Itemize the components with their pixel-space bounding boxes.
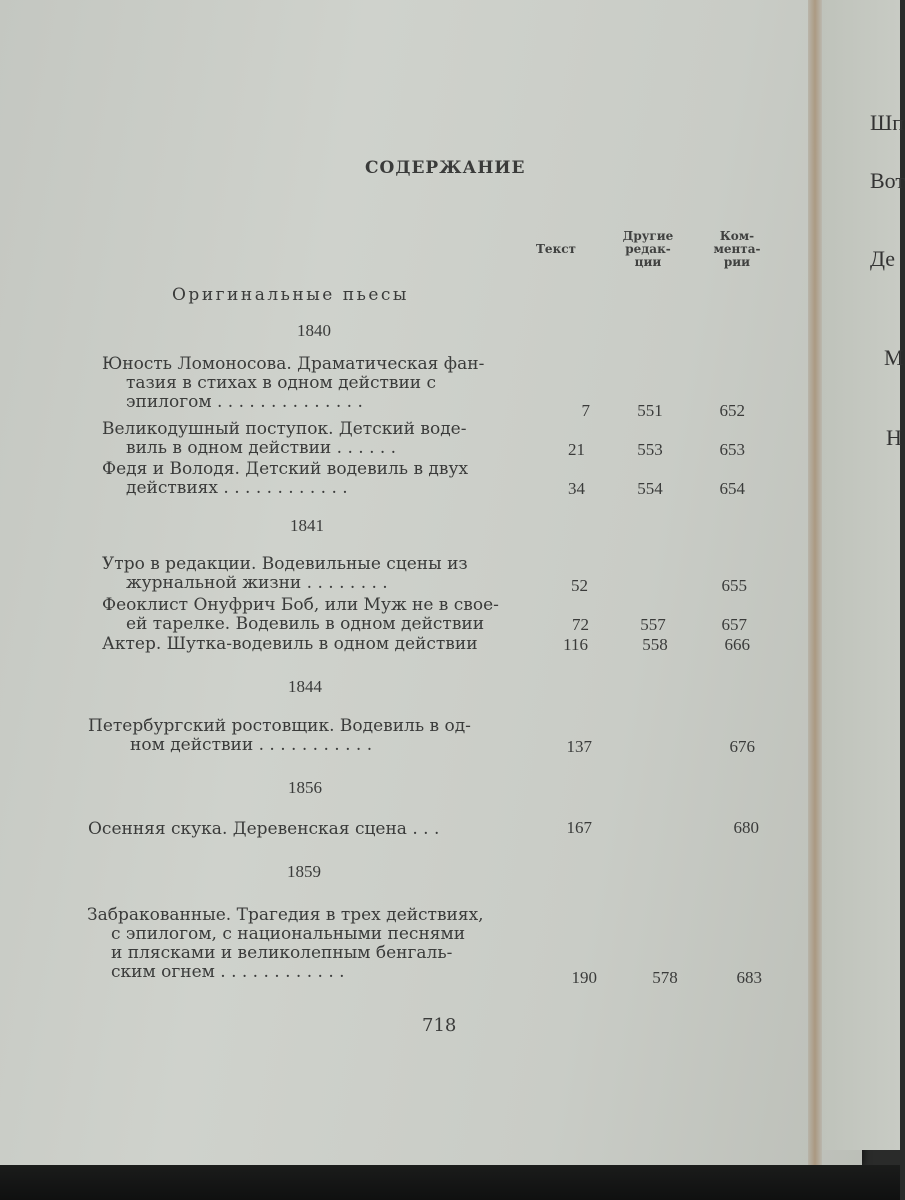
page-comment: 653 <box>719 440 745 459</box>
toc-entry-title: Юность Ломоносова. Драматическая фан- тазия в стихах в одном действии с эпилогом . . . . . . . . . . . . . . <box>102 354 485 412</box>
next-page-fragment: Н <box>886 425 902 450</box>
page-other: 558 <box>642 635 668 654</box>
toc-entry-title: Актер. Шутка-водевиль в одном действии <box>102 634 478 654</box>
page-comment: 655 <box>721 576 747 595</box>
toc-entry-title: Утро в редакции. Водевильные сцены из журнальной жизни . . . . . . . . <box>102 554 468 593</box>
next-page-fragment: Шп <box>870 110 904 135</box>
next-page-fragment: Де <box>870 246 896 271</box>
page-number: 718 <box>422 1015 457 1036</box>
column-header-other-editions <box>612 230 684 269</box>
table-surface <box>0 1165 900 1200</box>
page-comment: 666 <box>724 635 750 654</box>
toc-entry-title: Федя и Володя. Детский водевиль в двух действиях . . . . . . . . . . . . <box>102 459 469 498</box>
page-text: 167 <box>566 818 592 837</box>
adjacent-page <box>822 0 905 1150</box>
page-comment: 683 <box>736 968 762 987</box>
page-text: 21 <box>568 440 585 459</box>
column-header-comm-line3: рии <box>723 255 751 269</box>
page-comment: 676 <box>729 737 755 756</box>
toc-entry-title: Великодушный поступок. Детский водe- виль в одном действии . . . . . . <box>102 419 467 458</box>
page-text: 116 <box>563 635 588 654</box>
page-comment: 654 <box>719 479 745 498</box>
section-heading: Оригинальные пьесы <box>172 285 409 305</box>
page-other: 551 <box>637 401 663 420</box>
year-heading: 1856 <box>288 778 322 797</box>
column-header-text: Текст <box>536 242 576 256</box>
year-heading: 1859 <box>287 862 321 881</box>
column-header-other-line3: ции <box>634 255 662 269</box>
column-header-comm-line2: мента- <box>713 242 761 256</box>
toc-entry-title: Петербургский ростовщик. Водевиль в од- ном действии . . . . . . . . . . . <box>88 716 471 755</box>
toc-entry-title: Забракованные. Трагедия в трех действиях, с эпилогом, с национальными песнями и плясками и великолепным бенгаль- ским огнем . . . . . . . . . . . . <box>87 905 484 982</box>
book-gutter <box>808 0 822 1165</box>
page-other: 554 <box>637 479 663 498</box>
page-text: 7 <box>581 401 590 420</box>
page-text: 34 <box>568 479 585 498</box>
year-heading: 1840 <box>297 321 331 340</box>
column-header-other-line1: Другие <box>622 229 674 243</box>
toc-entry-title: Осенняя скука. Деревенская сцена . . . <box>88 819 440 839</box>
next-page-fragment: Вот <box>870 168 905 193</box>
column-header-comments <box>700 230 774 269</box>
column-header-other-line2: редак- <box>625 242 671 256</box>
column-header-comm-line1: Ком- <box>719 229 755 243</box>
page-title: СОДЕРЖАНИЕ <box>365 158 526 178</box>
page-text: 137 <box>566 737 592 756</box>
page-text: 72 <box>572 615 589 634</box>
page-other: 553 <box>637 440 663 459</box>
toc-entry-title: Феоклист Онуфрич Боб, или Муж не в свое- ей тарелке. Водевиль в одном действии <box>102 595 499 634</box>
year-heading: 1841 <box>290 516 324 535</box>
page-comment: 680 <box>733 818 759 837</box>
year-heading: 1844 <box>288 677 322 696</box>
page-text: 52 <box>571 576 588 595</box>
next-page-fragment: М <box>884 345 904 370</box>
page-text: 190 <box>571 968 597 987</box>
page-other: 557 <box>640 615 666 634</box>
page-comment: 657 <box>721 615 747 634</box>
page-comment: 652 <box>719 401 745 420</box>
page-other: 578 <box>652 968 678 987</box>
